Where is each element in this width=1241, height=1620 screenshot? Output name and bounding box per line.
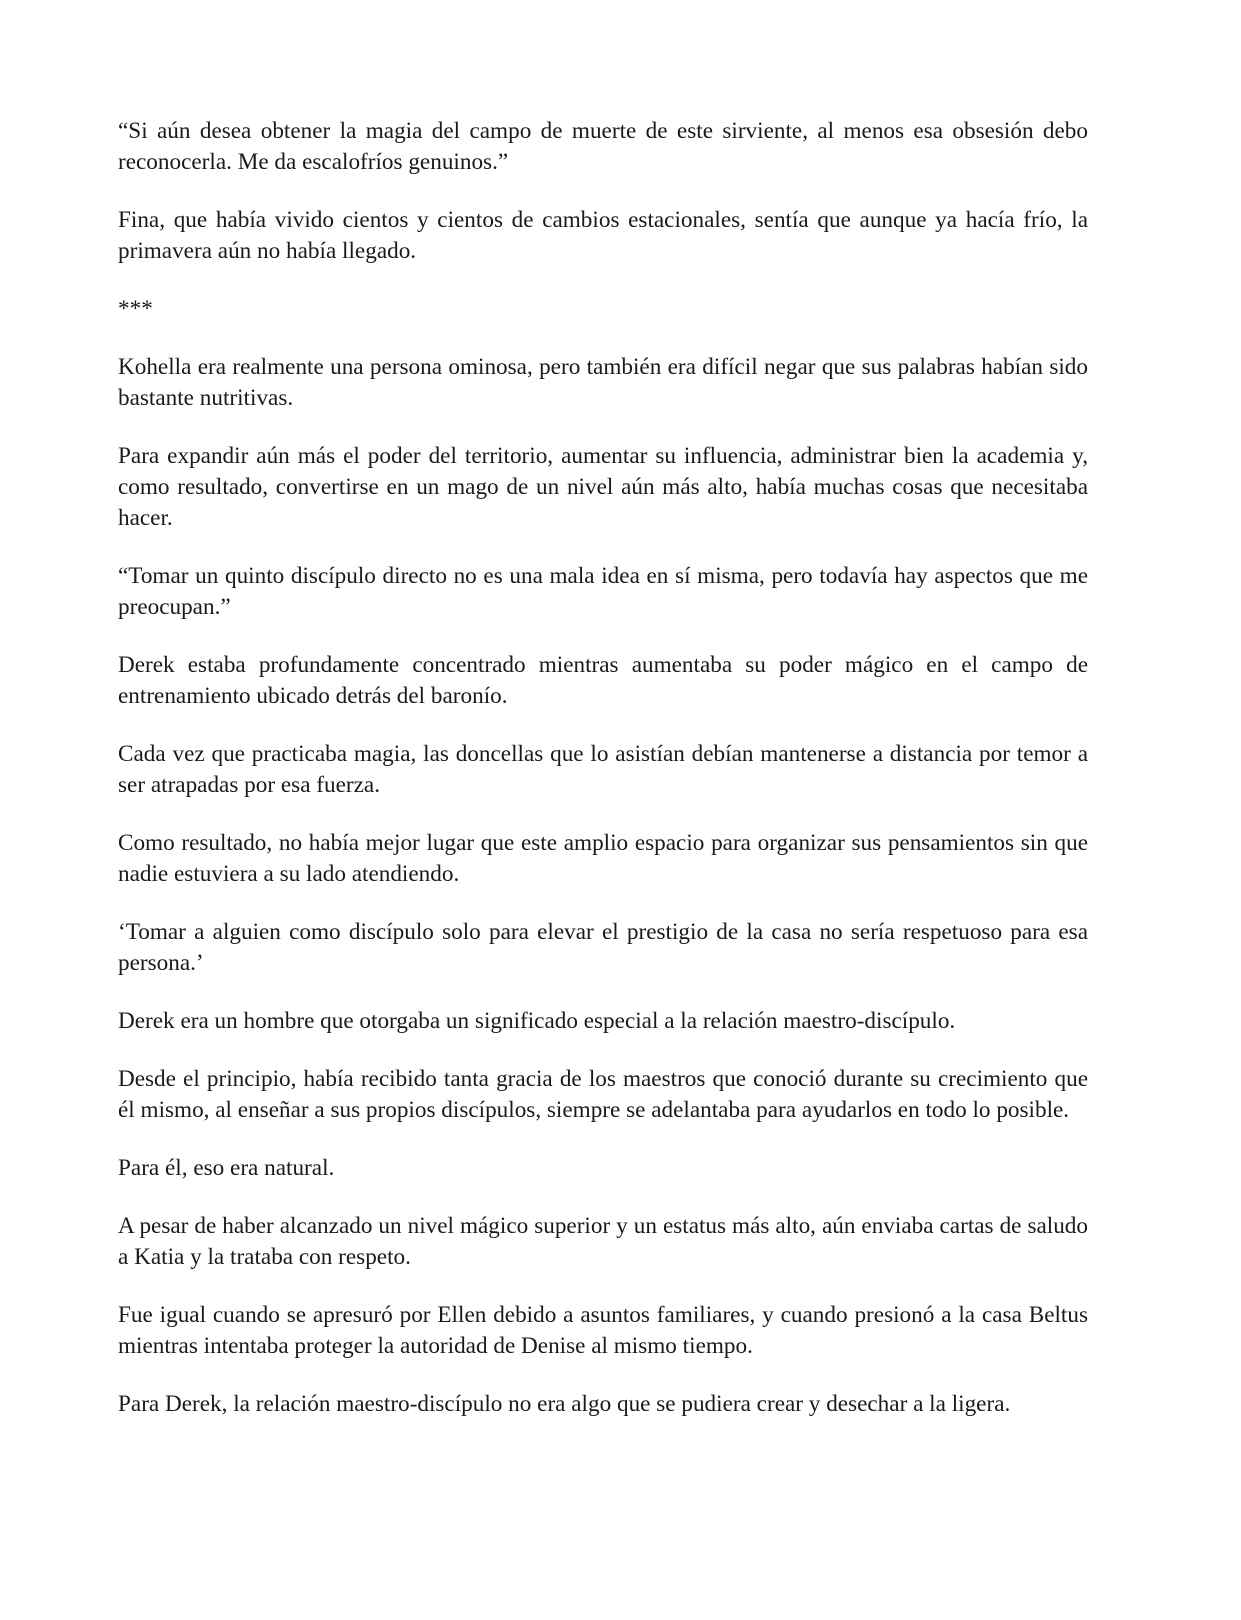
- paragraph: Derek estaba profundamente concentrado mientras aumentaba su poder mágico en el campo de entrenamiento ubicado detrás del baronío.: [118, 652, 1088, 709]
- paragraph: A pesar de haber alcanzado un nivel mágico superior y un estatus más alto, aún enviaba cartas de saludo a Katia y la trataba con respeto.: [118, 1213, 1088, 1270]
- paragraph: Para él, eso era natural.: [118, 1155, 335, 1181]
- paragraph: Desde el principio, había recibido tanta gracia de los maestros que conoció durante su crecimiento que él mismo, al enseñar a sus propios discípulos, siempre se adelantaba para ayudarlos en todo lo posible.: [118, 1066, 1088, 1123]
- paragraph: Fue igual cuando se apresuró por Ellen debido a asuntos familiares, y cuando presionó a la casa Beltus mientras intentaba proteger la autoridad de Denise al mismo tiempo.: [118, 1302, 1088, 1359]
- paragraph: Cada vez que practicaba magia, las doncellas que lo asistían debían mantenerse a distancia por temor a ser atrapadas por esa fuerza.: [118, 741, 1088, 798]
- paragraph: Como resultado, no había mejor lugar que este amplio espacio para organizar sus pensamientos sin que nadie estuviera a su lado atendiendo.: [118, 830, 1088, 887]
- paragraph: ‘Tomar a alguien como discípulo solo para elevar el prestigio de la casa no sería respetuoso para esa persona.’: [118, 919, 1088, 976]
- paragraph: “Tomar un quinto discípulo directo no es una mala idea en sí misma, pero todavía hay aspectos que me preocupan.”: [118, 563, 1088, 620]
- paragraph: Para Derek, la relación maestro-discípulo no era algo que se pudiera crear y desechar a la ligera.: [118, 1391, 1011, 1417]
- paragraph: Para expandir aún más el poder del territorio, aumentar su influencia, administrar bien la academia y, como resultado, convertirse en un mago de un nivel aún más alto, había muchas cosas que necesitaba hacer.: [118, 443, 1088, 531]
- paragraph: Derek era un hombre que otorgaba un significado especial a la relación maestro-discípulo.: [118, 1008, 956, 1034]
- document-page: [118, 116, 1088, 1447]
- scene-break: ***: [118, 296, 153, 322]
- paragraph: “Si aún desea obtener la magia del campo de muerte de este sirviente, al menos esa obsesión debo reconocerla. Me da escalofríos genuinos.”: [118, 118, 1088, 175]
- paragraph: Fina, que había vivido cientos y cientos de cambios estacionales, sentía que aunque ya hacía frío, la primavera aún no había llegado.: [118, 207, 1088, 264]
- paragraph: Kohella era realmente una persona ominosa, pero también era difícil negar que sus palabras habían sido bastante nutritivas.: [118, 354, 1088, 411]
